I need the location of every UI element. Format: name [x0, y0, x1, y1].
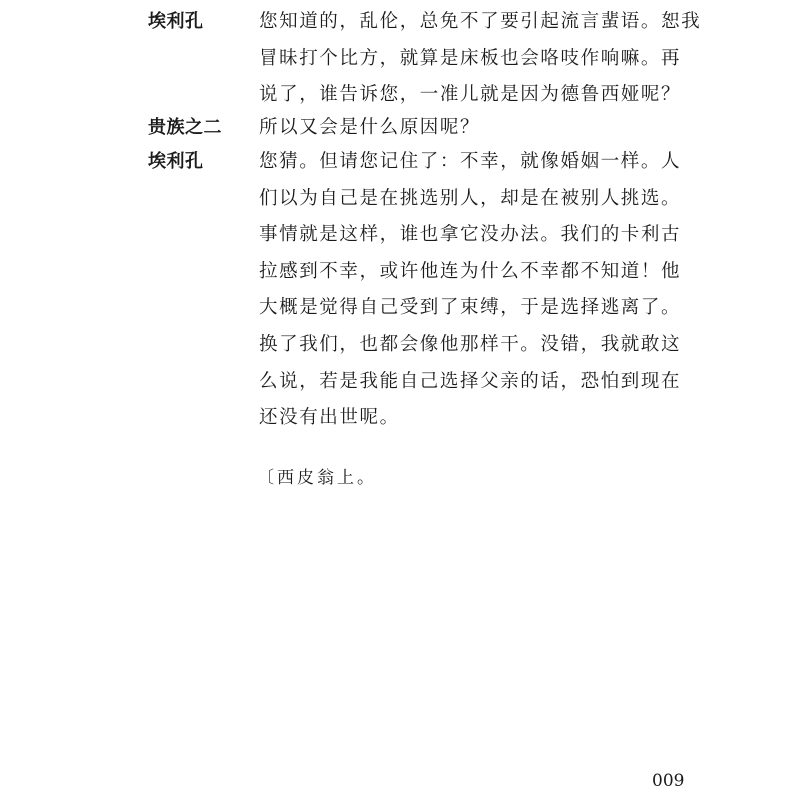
- speaker-name: 埃利孔: [148, 11, 204, 32]
- speech-line: 换了我们，也都会像他那样干。没错，我就敢这: [259, 333, 682, 355]
- speech-line: 冒昧打个比方，就算是床板也会咯吱作响嘛。再: [259, 47, 682, 69]
- speech-line: 您知道的，乱伦，总免不了要引起流言蜚语。恕我: [259, 11, 702, 32]
- speech-line: 事情就是这样，谁也拿它没办法。我们的卡利古: [259, 224, 682, 246]
- page-number: 009: [652, 771, 685, 791]
- speech-line: 您猜。但请您记住了：不幸，就像婚姻一样。人: [259, 151, 682, 172]
- speech-text: [259, 150, 699, 443]
- speaker-name: 贵族之二: [148, 117, 222, 138]
- speech-line: 说了，谁告诉您，一准儿就是因为德鲁西娅呢？: [259, 84, 682, 106]
- speech-line: 么说，若是我能自己选择父亲的话，恐怕到现在: [259, 370, 682, 392]
- speech-line: 们以为自己是在挑选别人，却是在被别人挑选。: [259, 187, 682, 209]
- speech-text: [259, 10, 702, 120]
- speech-line: 所以又会是什么原因呢？: [259, 117, 481, 138]
- speech-line: 大概是觉得自己受到了束缚，于是选择逃离了。: [259, 297, 682, 319]
- speech-line: 拉感到不幸，或许他连为什么不幸都不知道！他: [259, 260, 682, 282]
- speech-text: [259, 116, 699, 153]
- stage-direction: 〔西皮翁上。: [257, 468, 377, 488]
- speaker-name: 埃利孔: [148, 151, 204, 172]
- speech-line: 还没有出世呢。: [259, 407, 400, 429]
